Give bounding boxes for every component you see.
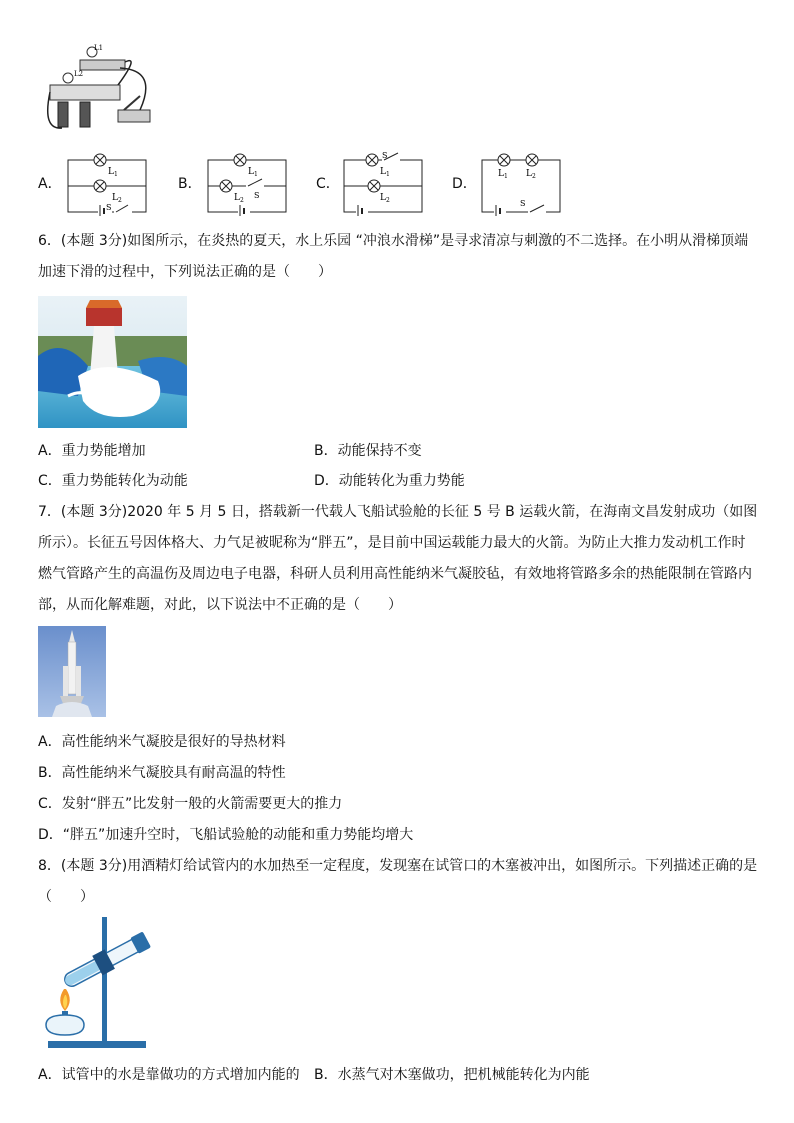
q6-option-d[interactable]: D．动能转化为重力势能: [314, 473, 465, 489]
option-c-letter[interactable]: C．: [316, 176, 340, 192]
q7-option-c[interactable]: C．发射“胖五”比发射一般的火箭需要更大的推力: [38, 796, 343, 812]
circuit-option-b[interactable]: [202, 150, 292, 216]
q6-option-c[interactable]: C．重力势能转化为动能: [38, 473, 188, 489]
alcohol-lamp-test-tube-diagram: [38, 915, 162, 1051]
q8-option-a[interactable]: A．试管中的水是靠做功的方式增加内能的: [38, 1067, 300, 1083]
c-s: S: [382, 151, 388, 160]
q6-option-a[interactable]: A．重力势能增加: [38, 443, 146, 459]
rocket-photo: [38, 626, 106, 717]
q8-option-b[interactable]: B．水蒸气对木塞做功，把机械能转化为内能: [314, 1067, 590, 1083]
q7-option-b[interactable]: B．高性能纳米气凝胶具有耐高温的特性: [38, 765, 286, 781]
b-s: S: [254, 191, 260, 200]
option-b-letter[interactable]: B．: [178, 176, 202, 192]
q7-option-d[interactable]: D．“胖五”加速升空时，飞船试验舱的动能和重力势能均增大: [38, 827, 414, 843]
b-l1: $L_1$: [248, 167, 258, 178]
circuit-photo: [40, 40, 160, 135]
a-s: S: [106, 203, 112, 212]
circuit-option-d[interactable]: [476, 150, 566, 216]
a-l2: $L_2$: [112, 193, 122, 204]
circuit-option-c[interactable]: [338, 150, 428, 216]
d-s: S: [520, 199, 526, 208]
q8-stem: 8．(本题 3分)用酒精灯给试管内的水加热至一定程度，发现塞在试管口的木塞被冲出，如图所示。下列描述正确的是（ ）: [38, 858, 758, 905]
photo-label-l1: L1: [94, 44, 104, 52]
c-l1: $L_1$: [380, 167, 390, 178]
water-slide-photo: [38, 296, 187, 428]
d-l1: $L_1$: [498, 169, 508, 180]
circuit-option-a[interactable]: [62, 150, 152, 216]
a-l1: $L_1$: [108, 167, 118, 178]
c-l2: $L_2$: [380, 193, 390, 204]
q6-stem: 6．(本题 3分)如图所示，在炎热的夏天，水上乐园 “冲浪水滑梯”是寻求清凉与刺激的不二选择。在小明从滑梯顶端加速下滑的过程中，下列说法正确的是（ ）: [38, 233, 749, 280]
q6-option-b[interactable]: B．动能保持不变: [314, 443, 422, 459]
q7-stem: 7．(本题 3分)2020 年 5 月 5 日，搭载新一代载人飞船试验舱的长征 5 号 B 运载火箭，在海南文昌发射成功（如图所示）。长征五号因体格大、力气足被昵称为“胖五”，是目前中国运载能力最大的火箭。为防止大推力发动机工作时燃气管路产生的高温伤及周边电子电器，科研人员利用高性能纳米气凝胶毡，有效地将管路多余的热能限制在管路内部，从而化解难题，对此，以下说法中不正确的是（ ）: [38, 504, 758, 613]
photo-label-l2: L2: [74, 70, 84, 78]
d-l2: $L_2$: [526, 169, 536, 180]
b-l2: $L_2$: [234, 193, 244, 204]
q7-option-a[interactable]: A．高性能纳米气凝胶是很好的导热材料: [38, 734, 286, 750]
option-d-letter[interactable]: D．: [452, 176, 477, 192]
option-a-letter[interactable]: A．: [38, 176, 62, 192]
